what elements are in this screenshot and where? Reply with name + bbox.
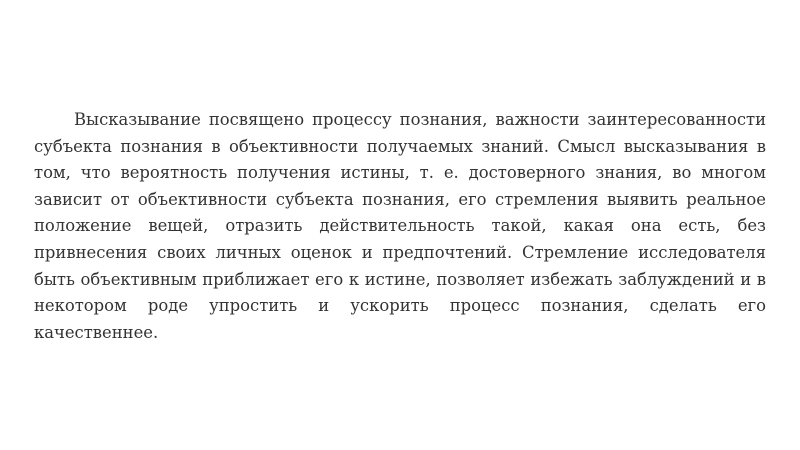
body-paragraph: Высказывание посвящено процессу познания, важности заинтересованности субъекта познания в объективности получаемых знаний. Смысл высказывания в том, что вероятность получения истины, т. е. достоверного знания, во многом зависит от объективности субъекта познания, его стремления выявить реальное положение вещей, отразить действительность такой, какая она есть, без привнесения своих личных оценок и предпочтений. Стремление исследователя быть объективным приближает его к истине, позволяет избежать заблуждений и в некотором роде упростить и ускорить процесс познания, сделать его качественнее. — [34, 110, 766, 342]
